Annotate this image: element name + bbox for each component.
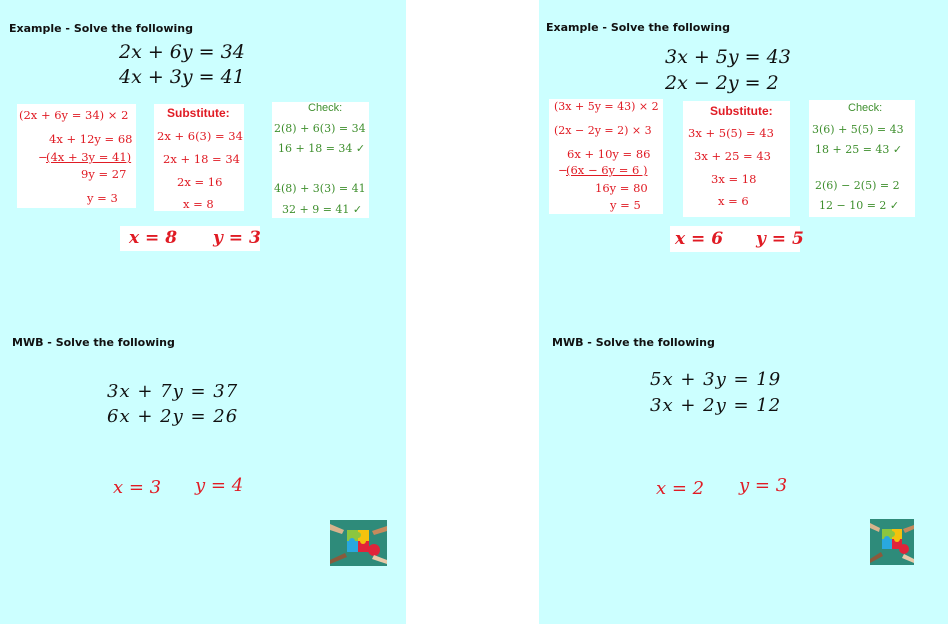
elim-line-1: (2x + 6y = 34) × 2 — [19, 108, 129, 122]
mwb-heading: MWB - Solve the following — [12, 336, 175, 349]
elim-line-3: 6x + 10y = 86 — [567, 147, 651, 161]
elim-line-2: (2x − 2y = 2) × 3 — [554, 124, 652, 137]
elim-line-4: (6x − 6y = 6 ) — [566, 163, 648, 177]
sub-line-3: 2x = 16 — [177, 175, 223, 189]
substitute-title: Substitute: — [167, 106, 230, 120]
mwb-equation-2: 6x + 2y = 26 — [107, 406, 239, 427]
sub-line-2: 3x + 25 = 43 — [694, 149, 771, 163]
elim-line-3: (4x + 3y = 41) — [46, 150, 132, 164]
check-line-4: 12 − 10 = 2 ✓ — [819, 199, 900, 212]
sub-line-3: 3x = 18 — [711, 172, 757, 186]
check-line-2: 16 + 18 = 34 ✓ — [278, 142, 366, 155]
check-line-2: 18 + 25 = 43 ✓ — [815, 143, 903, 156]
equation-2: 2x − 2y = 2 — [665, 72, 779, 94]
equation-1: 2x + 6y = 34 — [119, 41, 245, 63]
mwb-answer-y: y = 3 — [739, 475, 788, 496]
mwb-equation-1: 3x + 7y = 37 — [107, 381, 239, 402]
answer-box — [670, 226, 804, 252]
check-title: Check: — [308, 102, 343, 114]
check-line-4: 32 + 9 = 41 ✓ — [282, 203, 363, 216]
sub-line-4: x = 6 — [718, 194, 749, 208]
mwb-answer-y: y = 4 — [195, 475, 244, 496]
substitute-title: Substitute: — [710, 104, 773, 118]
answer-y: y = 3 — [213, 228, 261, 248]
example-heading: Example - Solve the following — [546, 21, 730, 34]
elim-line-4-sign: − — [558, 163, 568, 177]
check-box — [272, 102, 369, 218]
answer-box — [120, 226, 260, 251]
elim-line-5: 16y = 80 — [595, 181, 648, 195]
elim-line-5: y = 3 — [87, 191, 118, 205]
check-box — [809, 100, 915, 217]
check-line-1: 2(8) + 6(3) = 34 — [274, 122, 366, 135]
answer-y: y = 5 — [756, 229, 804, 249]
mwb-equation-1: 5x + 3y = 19 — [650, 369, 782, 390]
check-line-1: 3(6) + 5(5) = 43 — [812, 123, 904, 136]
mwb-equation-2: 3x + 2y = 12 — [650, 395, 782, 416]
elim-line-3-sign: − — [38, 150, 48, 164]
elimination-box — [17, 104, 136, 208]
example-heading: Example - Solve the following — [9, 22, 193, 35]
sub-line-1: 3x + 5(5) = 43 — [688, 126, 774, 140]
elim-line-6: y = 5 — [610, 198, 641, 212]
sub-line-2: 2x + 18 = 34 — [163, 152, 240, 166]
substitute-box — [154, 104, 244, 211]
elim-line-4: 9y = 27 — [81, 167, 127, 181]
puzzle-hands-icon — [330, 520, 387, 566]
check-title: Check: — [848, 102, 883, 114]
elim-line-2: 4x + 12y = 68 — [49, 132, 133, 146]
slide-panel-right — [539, 0, 948, 624]
sub-line-4: x = 8 — [183, 197, 214, 211]
equation-1: 3x + 5y = 43 — [665, 46, 791, 68]
equation-2: 4x + 3y = 41 — [119, 66, 245, 88]
elim-line-1: (3x + 5y = 43) × 2 — [554, 100, 659, 113]
substitute-box — [683, 101, 790, 217]
check-line-3: 2(6) − 2(5) = 2 — [815, 179, 900, 192]
puzzle-hands-icon — [870, 519, 914, 565]
mwb-heading: MWB - Solve the following — [552, 336, 715, 349]
answer-x: x = 8 — [129, 228, 178, 248]
mwb-answer-x: x = 3 — [113, 477, 162, 498]
sub-line-1: 2x + 6(3) = 34 — [157, 129, 243, 143]
mwb-answer-x: x = 2 — [656, 478, 705, 499]
check-line-3: 4(8) + 3(3) = 41 — [274, 182, 366, 195]
answer-x: x = 6 — [675, 229, 724, 249]
elimination-box — [549, 99, 663, 214]
slide-panel-left — [0, 0, 406, 624]
